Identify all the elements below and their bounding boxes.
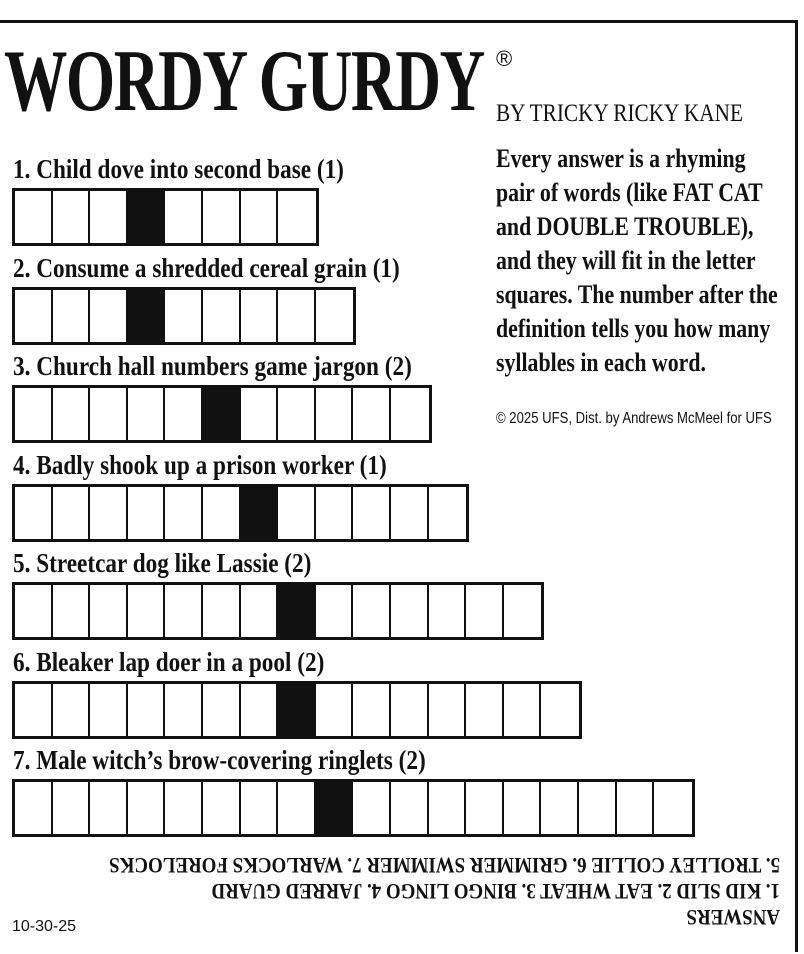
letter-square[interactable] [53,585,91,637]
letter-square[interactable] [617,782,655,834]
answer-grid-1[interactable] [12,188,319,246]
letter-square[interactable] [579,782,617,834]
letter-square[interactable] [353,684,391,736]
letter-square[interactable] [429,684,467,736]
letter-square[interactable] [53,290,91,342]
letter-square[interactable] [429,487,467,539]
letter-square[interactable] [241,388,279,440]
letter-square[interactable] [15,782,53,834]
letter-square[interactable] [278,487,316,539]
letter-square[interactable] [241,782,279,834]
letter-square[interactable] [278,782,316,834]
letter-square[interactable] [165,585,203,637]
letter-square[interactable] [353,782,391,834]
letter-square[interactable] [165,191,203,243]
letter-square[interactable] [90,782,128,834]
letter-square[interactable] [353,487,391,539]
letter-square[interactable] [654,782,692,834]
letter-square[interactable] [391,487,429,539]
answer-grid-7[interactable] [12,779,695,837]
letter-square[interactable] [53,684,91,736]
instructions: Every answer is a rhyming pair of words (like FAT CAT and DOUBLE TROUBLE), and they will fit in the letter squares. The number after the definition tells you how many syllables in each word. [496,144,778,377]
letter-square[interactable] [429,782,467,834]
letter-square[interactable] [165,782,203,834]
letter-square[interactable] [128,782,166,834]
letter-square[interactable] [278,290,316,342]
answer-grid-5[interactable] [12,582,544,640]
letter-square[interactable] [165,684,203,736]
letter-square[interactable] [203,191,241,243]
letter-square[interactable] [128,684,166,736]
letter-square[interactable] [316,487,354,539]
letter-square[interactable] [391,388,429,440]
black-square [316,782,354,834]
letter-square[interactable] [53,191,91,243]
black-square [203,388,241,440]
letter-square[interactable] [15,684,53,736]
letter-square[interactable] [316,585,354,637]
clue-5: 5. Streetcar dog like Lassie (2) [13,548,312,578]
answer-grid-4[interactable] [12,484,469,542]
letter-square[interactable] [165,388,203,440]
answers-line-1: 1. KID SLID 2. EAT WHEAT 3. BINGO LINGO 4. JARRED GUARD [211,879,780,904]
letter-square[interactable] [278,191,316,243]
letter-square[interactable] [203,684,241,736]
letter-square[interactable] [316,290,354,342]
letter-square[interactable] [241,290,279,342]
letter-square[interactable] [15,290,53,342]
letter-square[interactable] [53,388,91,440]
letter-square[interactable] [504,684,542,736]
letter-square[interactable] [53,782,91,834]
letter-square[interactable] [466,782,504,834]
clue-1: 1. Child dove into second base (1) [13,154,344,184]
answer-grid-3[interactable] [12,385,432,443]
letter-square[interactable] [504,585,542,637]
black-square [128,290,166,342]
letter-square[interactable] [466,585,504,637]
letter-square[interactable] [203,290,241,342]
letter-square[interactable] [391,585,429,637]
letter-square[interactable] [241,684,279,736]
letter-square[interactable] [541,782,579,834]
letter-square[interactable] [391,684,429,736]
letter-square[interactable] [429,585,467,637]
letter-square[interactable] [203,487,241,539]
letter-square[interactable] [466,684,504,736]
letter-square[interactable] [15,388,53,440]
letter-square[interactable] [165,290,203,342]
publication-date: 10-30-25 [12,918,77,935]
letter-square[interactable] [353,388,391,440]
letter-square[interactable] [241,585,279,637]
letter-square[interactable] [90,290,128,342]
answers-heading: ANSWERS [686,905,780,930]
letter-square[interactable] [90,684,128,736]
black-square [128,191,166,243]
letter-square[interactable] [15,487,53,539]
letter-square[interactable] [53,487,91,539]
letter-square[interactable] [15,191,53,243]
letter-square[interactable] [128,388,166,440]
byline: BY TRICKY RICKY KANE [496,100,743,127]
clue-7: 7. Male witch’s brow-covering ringlets (2) [13,745,426,775]
letter-square[interactable] [128,585,166,637]
copyright: © 2025 UFS, Dist. by Andrews McMeel for UFS [496,410,772,427]
letter-square[interactable] [541,684,579,736]
answer-grid-2[interactable] [12,287,356,345]
clue-4: 4. Badly shook up a prison worker (1) [13,450,387,480]
letter-square[interactable] [391,782,429,834]
clue-3: 3. Church hall numbers game jargon (2) [13,351,412,381]
black-square [241,487,279,539]
letter-square[interactable] [165,487,203,539]
letter-square[interactable] [203,782,241,834]
letter-square[interactable] [353,585,391,637]
black-square [278,585,316,637]
answer-grid-6[interactable] [12,681,582,739]
upside-down-answers [20,852,780,930]
letter-square[interactable] [90,191,128,243]
clue-6: 6. Bleaker lap doer in a pool (2) [13,647,325,677]
letter-square[interactable] [278,388,316,440]
letter-square[interactable] [316,684,354,736]
letter-square[interactable] [15,585,53,637]
letter-square[interactable] [203,585,241,637]
letter-square[interactable] [504,782,542,834]
letter-square[interactable] [90,487,128,539]
black-square [278,684,316,736]
puzzle-title: WORDY GURDY [4,33,484,130]
letter-square[interactable] [90,585,128,637]
letter-square[interactable] [241,191,279,243]
letter-square[interactable] [316,388,354,440]
registered-mark: ® [496,46,513,71]
clue-2: 2. Consume a shredded cereal grain (1) [13,253,400,283]
letter-square[interactable] [90,388,128,440]
answers-line-2: 5. TROLLEY COLLIE 6. GRIMMER SWIMMER 7. WARLOCKS FORELOCKS [109,853,780,878]
letter-square[interactable] [128,487,166,539]
